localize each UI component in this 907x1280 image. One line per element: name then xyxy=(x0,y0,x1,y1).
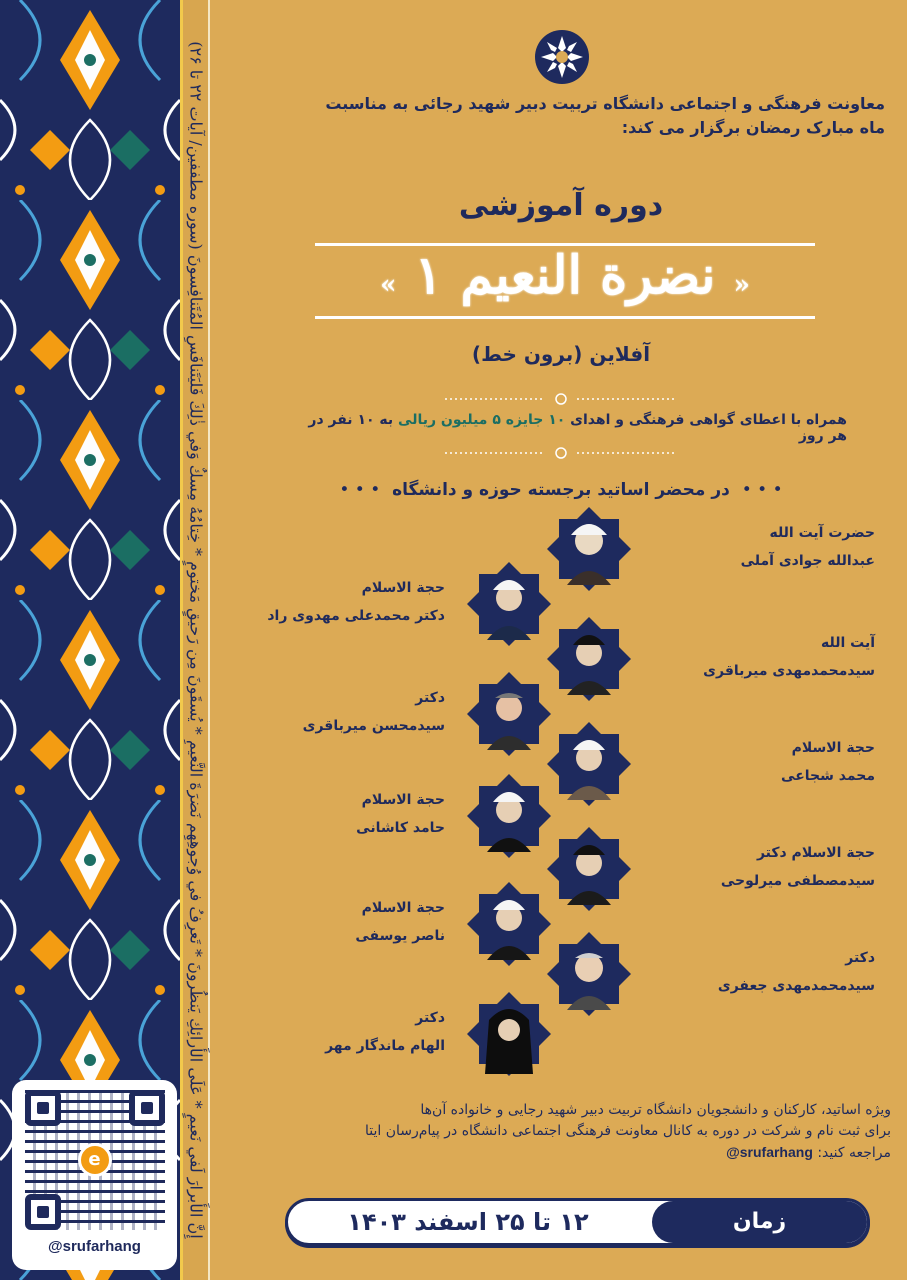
university-logo-icon xyxy=(533,28,591,86)
speaker-title: آیت الله xyxy=(820,635,875,651)
speaker-card xyxy=(215,880,545,980)
speaker-photo xyxy=(545,720,633,808)
speaker-card xyxy=(215,990,545,1090)
eitaa-logo-icon: e xyxy=(78,1143,112,1177)
speaker-info xyxy=(645,519,875,575)
quran-verse-text: إِنَّ الأَبرارَ لَفي نَعيمٍ * عَلَى الأَرائِكِ يَنظُرونَ * تَعرِفُ في وُجوهِهِم نَضرَةَ النَّعيمِ * يُسقَونَ مِن رَحيقٍ مَختومٍ * خِتامُهُ مِسكٌ وَفي ذٰلِكَ فَليَتَنافَسِ المُتَنافِسونَ (سوره مطففین/ آیات ۲۲ تا ۲۶) xyxy=(186,41,205,1239)
speaker-name: عبدالله جوادی آملی xyxy=(740,553,875,569)
course-title xyxy=(315,245,815,306)
organizer-line-1: معاونت فرهنگی و اجتماعی دانشگاه تربیت دبیر شهید رجائی به مناسبت xyxy=(325,94,885,113)
channel-handle-link[interactable]: @srufarhang xyxy=(726,1144,813,1160)
speaker-info xyxy=(215,894,445,950)
speaker-photo xyxy=(465,670,553,758)
speaker-title: حجة الاسلام xyxy=(361,580,445,596)
presence-heading xyxy=(215,480,907,500)
speaker-photo xyxy=(465,990,553,1078)
speaker-title: حجة الاسلام xyxy=(791,740,875,756)
speaker-photo xyxy=(545,825,633,913)
footer-line-3 xyxy=(251,1142,891,1164)
speaker-title: حجة الاسلام xyxy=(361,900,445,916)
speaker-photo xyxy=(545,615,633,703)
footer-line-1: ویژه اساتید، کارکنان و دانشجویان دانشگاه تربیت دبیر شهید رجایی و خانواده آن‌ها xyxy=(420,1102,891,1118)
calligraphy-strip xyxy=(180,0,210,1280)
speaker-name: سیدمحسن میرباقری xyxy=(302,718,445,734)
speaker-title: دکتر xyxy=(415,1010,445,1026)
presence-dots: • • • xyxy=(741,480,783,500)
speaker-card xyxy=(215,560,545,660)
footer-line-2: برای ثبت نام و شرکت در دوره به کانال معاونت فرهنگی اجتماعی دانشگاه در پیام‌رسان ایتا xyxy=(364,1123,891,1139)
presence-dots: • • • xyxy=(339,480,381,500)
speaker-photo xyxy=(465,560,553,648)
speaker-info xyxy=(645,734,875,790)
quote-close-mark: » xyxy=(380,270,397,300)
organizer-line-2: ماه مبارک رمضان برگزار می کند: xyxy=(621,118,885,137)
speaker-photo xyxy=(465,772,553,860)
footer-note xyxy=(251,1100,891,1164)
prize-highlight: ۱۰ جایزه ۵ میلیون ریالی xyxy=(398,412,566,428)
title-rule-bottom xyxy=(315,316,815,319)
course-title-frame xyxy=(315,235,815,327)
ornament-divider xyxy=(445,392,677,406)
speaker-name: حامد کاشانی xyxy=(356,820,445,836)
course-title-text: نضرة النعیم ۱ xyxy=(414,245,716,306)
ornament-divider xyxy=(445,446,677,460)
speaker-name: الهام ماندگار مهر xyxy=(325,1038,445,1054)
speaker-card xyxy=(545,615,875,715)
course-mode: آفلاین (برون خط) xyxy=(471,342,651,366)
speaker-info xyxy=(215,1004,445,1060)
prize-part-1: همراه با اعطای گواهی فرهنگی و اهدای xyxy=(565,412,847,428)
speaker-title: حجة الاسلام دکتر xyxy=(756,845,875,861)
footer-refer-text: مراجعه کنید: xyxy=(817,1145,891,1161)
speaker-title: حضرت آیت الله xyxy=(769,525,875,541)
speaker-photo xyxy=(465,880,553,968)
qr-finder-mark xyxy=(25,1194,61,1230)
speaker-name: سیدمحمدمهدی میرباقری xyxy=(703,663,875,679)
qr-finder-mark xyxy=(25,1090,61,1126)
speaker-info xyxy=(645,839,875,895)
speaker-card xyxy=(545,505,875,605)
decorative-pattern-strip xyxy=(0,0,180,1280)
speaker-title: دکتر xyxy=(845,950,875,966)
speaker-card xyxy=(545,825,875,925)
speaker-name: دکتر محمدعلی مهدوی راد xyxy=(267,608,445,624)
speaker-title: حجة الاسلام xyxy=(361,792,445,808)
speaker-title: دکتر xyxy=(415,690,445,706)
time-label: زمان xyxy=(652,1201,867,1243)
qr-finder-mark xyxy=(129,1090,165,1126)
speaker-card xyxy=(545,930,875,1030)
poster-main xyxy=(215,0,907,1280)
speaker-name: ناصر یوسفی xyxy=(355,928,445,944)
speaker-info xyxy=(215,574,445,630)
presence-text: در محضر اساتید برجسته حوزه و دانشگاه xyxy=(392,480,730,500)
time-bar xyxy=(285,1198,870,1246)
qr-code[interactable] xyxy=(25,1090,165,1230)
qr-handle-text: @srufarhang xyxy=(48,1238,141,1255)
speaker-info xyxy=(215,786,445,842)
quote-open-mark: « xyxy=(733,270,750,300)
speaker-card xyxy=(545,720,875,820)
speaker-info xyxy=(645,629,875,685)
speaker-photo xyxy=(545,505,633,593)
speaker-name: سیدمصطفی میرلوحی xyxy=(720,873,875,889)
speaker-info xyxy=(645,944,875,1000)
speaker-name: محمد شجاعی xyxy=(781,768,875,784)
organizer-heading xyxy=(245,92,885,140)
speaker-card xyxy=(215,670,545,770)
course-label: دوره آموزشی xyxy=(458,188,664,223)
time-value: ۱۲ تا ۲۵ اسفند ۱۴۰۳ xyxy=(347,1208,589,1236)
prize-text xyxy=(287,412,847,444)
speaker-info xyxy=(215,684,445,740)
prize-part-2: به ۱۰ نفر در هر روز xyxy=(308,412,847,444)
speaker-photo xyxy=(545,930,633,1018)
qr-code-card[interactable] xyxy=(12,1080,177,1270)
speaker-card xyxy=(215,772,545,872)
speaker-name: سیدمحمدمهدی جعفری xyxy=(717,978,875,994)
